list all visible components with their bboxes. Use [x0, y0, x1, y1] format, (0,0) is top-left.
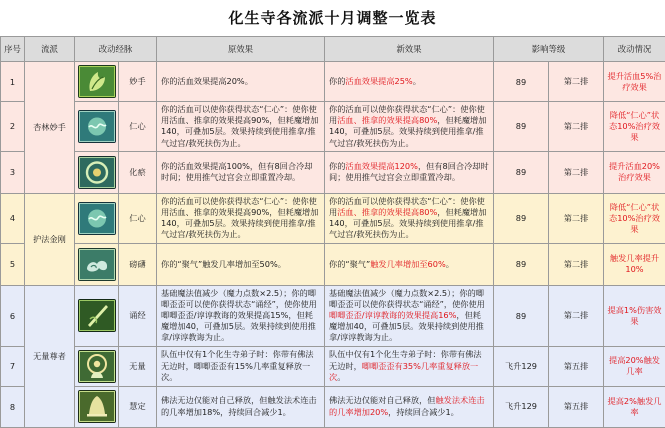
effect-text: 你的活血可以使你获得状态“仁心”：使你使用活血、推拿的效果提高90%，但耗魔增加140，可叠加5层。效果持续到使用推拿/推气过宫/救死扶伤为止。	[161, 196, 318, 240]
effect-text: 。	[446, 259, 454, 269]
table-row	[1, 102, 665, 152]
table-row	[1, 243, 665, 285]
original-effect	[157, 193, 325, 243]
meridian-name: 妙手	[119, 62, 157, 102]
effect-text: 基础魔法值减少（魔力点数×2.5）；你的唧唧歪歪可以使你获得状态“诵经”，使你使用	[329, 288, 485, 309]
row-number: 8	[1, 386, 25, 427]
adjustment-table	[0, 36, 665, 428]
tier-value: 第二排	[549, 62, 604, 102]
effect-text: 你的活血效果提高100%，但有8回合冷却时间；使用推气过宫会立即重置冷却。	[161, 161, 312, 182]
highlighted-change: 触发法术连击的几率增加20%	[329, 395, 485, 416]
header-level: 影响等级	[494, 37, 604, 62]
effect-text: ，但有8回合冷却时间；使用推气过宫会立即重置冷却。	[329, 161, 489, 182]
leaf-hand-icon	[78, 65, 116, 98]
change-summary: 降低“仁心”状态10%治疗效果	[604, 193, 665, 243]
change-summary: 提高20%触发几率	[604, 346, 665, 386]
highlighted-change: 触发几率增加至60%	[370, 259, 446, 269]
effect-text: 你的活血可以使你获得状态“仁心”：使你使用	[329, 196, 485, 217]
level-value: 飞升129	[494, 346, 549, 386]
highlighted-change: 活血、推拿的效果提高80%	[337, 207, 437, 217]
halo-figure-icon	[78, 350, 116, 383]
table-row	[1, 346, 665, 386]
row-number: 7	[1, 346, 25, 386]
row-number: 6	[1, 285, 25, 346]
meridian-name: 仁心	[119, 102, 157, 152]
tier-value: 第二排	[549, 151, 604, 193]
effect-text: 你的活血效果提高20%。	[161, 76, 253, 86]
effect-text: 佛法无边仅能对自己释放，但触发法术连击的几率增加18%，持续回合减少1。	[161, 395, 317, 416]
tier-value: 第五排	[549, 386, 604, 427]
school-cell: 无量尊者	[25, 285, 75, 427]
new-effect	[325, 151, 494, 193]
header-new: 新效果	[325, 37, 494, 62]
new-effect	[325, 346, 494, 386]
new-effect	[325, 193, 494, 243]
effect-text: 。	[337, 372, 345, 382]
level-value: 89	[494, 285, 549, 346]
tier-value: 第五排	[549, 346, 604, 386]
new-effect	[325, 386, 494, 427]
lotus-blade-icon	[78, 299, 116, 332]
level-value: 89	[494, 62, 549, 102]
original-effect	[157, 243, 325, 285]
original-effect	[157, 62, 325, 102]
new-effect	[325, 62, 494, 102]
change-summary: 提升活血5%治疗效果	[604, 62, 665, 102]
header-meridian: 改动经脉	[75, 37, 157, 62]
table-row	[1, 285, 665, 346]
effect-text: 佛法无边仅能对自己释放，但	[329, 395, 435, 405]
effect-text: 你的活血可以使你获得状态“仁心”：使你使用活血、推拿的效果提高90%，但耗魔增加140，可叠加5层。效果持续到使用推拿/推气过宫/救死扶伤为止。	[161, 104, 318, 148]
tier-value: 第二排	[549, 285, 604, 346]
original-effect	[157, 285, 325, 346]
meridian-name: 磅礴	[119, 243, 157, 285]
level-value: 飞升129	[494, 386, 549, 427]
level-value: 89	[494, 243, 549, 285]
original-effect	[157, 386, 325, 427]
effect-text: ，但耗魔增加140，可叠加5层。效果持续到使用推拿/推气过宫/救死扶伤为止。	[329, 115, 486, 147]
row-number: 4	[1, 193, 25, 243]
tier-value: 第二排	[549, 243, 604, 285]
new-effect	[325, 243, 494, 285]
highlighted-change: 活血效果提高120%	[345, 161, 418, 171]
effect-text: 基础魔法值减少（魔力点数×2.5）；你的唧唧歪歪可以使你获得状态“诵经”，使你使用唧唧歪歪/谆谆教诲的效果提高15%，但耗魔增加40，可叠加5层。效果持续到使用推拿/谆谆教诲为止。	[161, 288, 317, 343]
meridian-name: 化瘀	[119, 151, 157, 193]
change-summary: 提高1%伤害效果	[604, 285, 665, 346]
table-row	[1, 193, 665, 243]
level-value: 89	[494, 102, 549, 152]
row-number: 3	[1, 151, 25, 193]
meridian-name: 仁心	[119, 193, 157, 243]
header-school: 流派	[25, 37, 75, 62]
effect-text: 队伍中仅有1个化生寺弟子时：你带有佛法无边时，	[329, 349, 482, 370]
row-number: 2	[1, 102, 25, 152]
effect-text: 你的	[329, 76, 345, 86]
new-effect	[325, 285, 494, 346]
header-original: 原效果	[157, 37, 325, 62]
effect-text: ，持续回合减少1。	[388, 407, 459, 417]
ring-swirl-icon	[78, 156, 116, 189]
table-row	[1, 151, 665, 193]
school-cell: 护法金刚	[25, 193, 75, 285]
effect-text: 你的“聚气”	[329, 259, 370, 269]
row-number: 5	[1, 243, 25, 285]
effect-text: 你的“聚气”触发几率增加至50%。	[161, 259, 286, 269]
wave-orb-icon	[78, 110, 116, 143]
change-summary: 触发几率提升10%	[604, 243, 665, 285]
level-value: 89	[494, 151, 549, 193]
cloud-swirl-icon	[78, 248, 116, 281]
effect-text: 你的活血可以使你获得状态“仁心”：使你使用	[329, 104, 485, 125]
change-summary: 降低“仁心”状态10%治疗效果	[604, 102, 665, 152]
highlighted-change: 活血效果提高25%	[345, 76, 412, 86]
effect-text: 队伍中仅有1个化生寺弟子时：你带有佛法无边时，唧唧歪歪有15%几率重复释放一次。	[161, 349, 314, 381]
effect-text: 。	[413, 76, 421, 86]
effect-text: ，但耗魔增加40，可叠加5层。效果持续到使用推拿/谆谆教诲为止。	[329, 310, 484, 342]
row-number: 1	[1, 62, 25, 102]
effect-text: ，但耗魔增加140，可叠加5层。效果持续到使用推拿/推气过宫/救死扶伤为止。	[329, 207, 486, 239]
header-no: 序号	[1, 37, 25, 62]
level-value: 89	[494, 193, 549, 243]
temple-bell-icon	[78, 390, 116, 423]
meridian-name: 慧定	[119, 386, 157, 427]
meridian-name: 无量	[119, 346, 157, 386]
tier-value: 第二排	[549, 102, 604, 152]
original-effect	[157, 151, 325, 193]
meridian-name: 诵经	[119, 285, 157, 346]
new-effect	[325, 102, 494, 152]
change-summary: 提高2%触发几率	[604, 386, 665, 427]
effect-text: 你的	[329, 161, 345, 171]
header-row	[1, 37, 665, 62]
tier-value: 第二排	[549, 193, 604, 243]
original-effect	[157, 346, 325, 386]
wave-orb-icon	[78, 202, 116, 235]
highlighted-change: 唧唧歪歪有35%几率重复释放一次	[329, 361, 478, 382]
school-cell: 杏林妙手	[25, 62, 75, 194]
table-row	[1, 386, 665, 427]
table-row	[1, 62, 665, 102]
highlighted-change: 活血、推拿的效果提高80%	[337, 115, 437, 125]
original-effect	[157, 102, 325, 152]
change-summary: 提升活血20%治疗效果	[604, 151, 665, 193]
highlighted-change: 唧唧歪歪/谆谆教诲的效果提高16%	[329, 310, 456, 320]
page-title: 化生寺各流派十月调整一览表	[0, 0, 665, 36]
header-change: 改动情况	[604, 37, 665, 62]
